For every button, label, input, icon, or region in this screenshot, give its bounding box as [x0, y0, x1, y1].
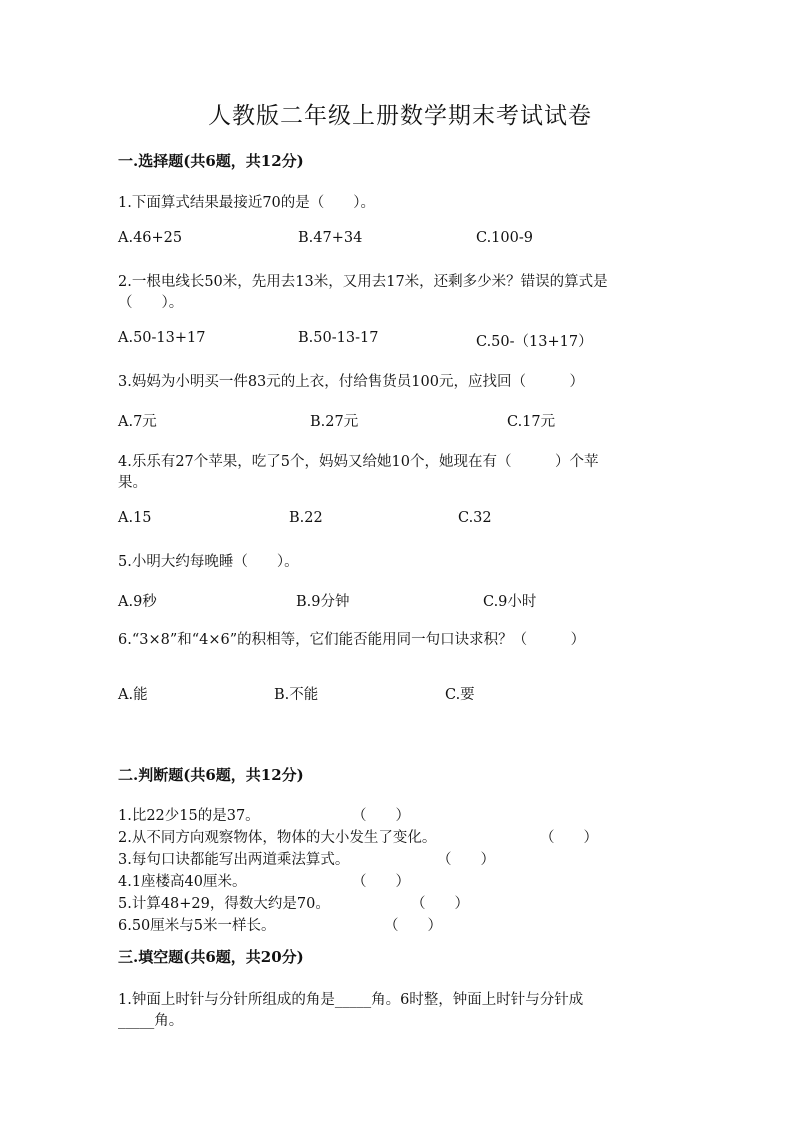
- page-title: 人教版二年级上册数学期末考试试卷: [208, 103, 592, 129]
- question-1: 1.下面算式结果最接近70的是（ ）。: [118, 195, 376, 211]
- tf-item-1-paren: （ ）: [352, 808, 410, 824]
- tf-item-5: 5.计算48+29，得数大约是70。: [118, 896, 330, 912]
- fill-question-1-line1: 1.钟面上时针与分针所组成的角是_____角。6时整，钟面上时针与分针成: [118, 992, 584, 1008]
- q6-option-c: C.要: [445, 687, 475, 703]
- question-6: 6.“3×8”和“4×6”的积相等，它们能否能用同一句口诀求积？（ ）: [118, 632, 586, 648]
- fill-question-1-line2: _____角。: [118, 1013, 184, 1029]
- question-3: 3.妈妈为小明买一件83元的上衣，付给售货员100元，应找回（ ）: [118, 374, 584, 390]
- question-2-line2: （ ）。: [118, 295, 184, 311]
- q4-option-b: B.22: [289, 510, 323, 526]
- q2-option-c: C.50-（13+17）: [476, 334, 593, 350]
- section-heading-true-false: 二.判断题(共6题，共12分): [118, 766, 304, 784]
- q5-option-c: C.9小时: [483, 594, 537, 610]
- q4-option-c: C.32: [458, 510, 492, 526]
- q6-option-b: B.不能: [274, 687, 319, 703]
- q1-option-b: B.47+34: [298, 230, 363, 246]
- section-heading-fill-blank: 三.填空题(共6题，共20分): [118, 948, 304, 966]
- tf-item-5-paren: （ ）: [411, 896, 469, 912]
- tf-item-2-paren: （ ）: [540, 830, 598, 846]
- q4-option-a: A.15: [118, 510, 152, 526]
- tf-item-3-paren: （ ）: [437, 852, 495, 868]
- question-4-line1: 4.乐乐有27个苹果，吃了5个，妈妈又给她10个，她现在有（ ）个苹: [118, 454, 599, 470]
- q6-option-a: A.能: [118, 687, 148, 703]
- question-5: 5.小明大约每晚睡（ ）。: [118, 554, 299, 570]
- q5-option-a: A.9秒: [118, 594, 157, 610]
- question-4-line2: 果。: [118, 475, 147, 491]
- tf-item-2: 2.从不同方向观察物体，物体的大小发生了变化。: [118, 830, 437, 846]
- tf-item-6: 6.50厘米与5米一样长。: [118, 918, 276, 934]
- q2-option-a: A.50-13+17: [118, 330, 206, 346]
- tf-item-1: 1.比22少15的是37。: [118, 808, 260, 824]
- q3-option-c: C.17元: [507, 414, 556, 430]
- q3-option-b: B.27元: [310, 414, 359, 430]
- question-2-line1: 2.一根电线长50米，先用去13米，又用去17米，还剩多少米？错误的算式是: [118, 274, 608, 290]
- tf-item-4-paren: （ ）: [352, 874, 410, 890]
- tf-item-3: 3.每句口诀都能写出两道乘法算式。: [118, 852, 350, 868]
- tf-item-4: 4.1座楼高40厘米。: [118, 874, 247, 890]
- section-heading-choice: 一.选择题(共6题，共12分): [118, 152, 304, 170]
- q5-option-b: B.9分钟: [296, 594, 350, 610]
- q1-option-a: A.46+25: [118, 230, 183, 246]
- tf-item-6-paren: （ ）: [384, 918, 442, 934]
- q2-option-b: B.50-13-17: [298, 330, 379, 346]
- q1-option-c: C.100-9: [476, 230, 533, 246]
- q3-option-a: A.7元: [118, 414, 157, 430]
